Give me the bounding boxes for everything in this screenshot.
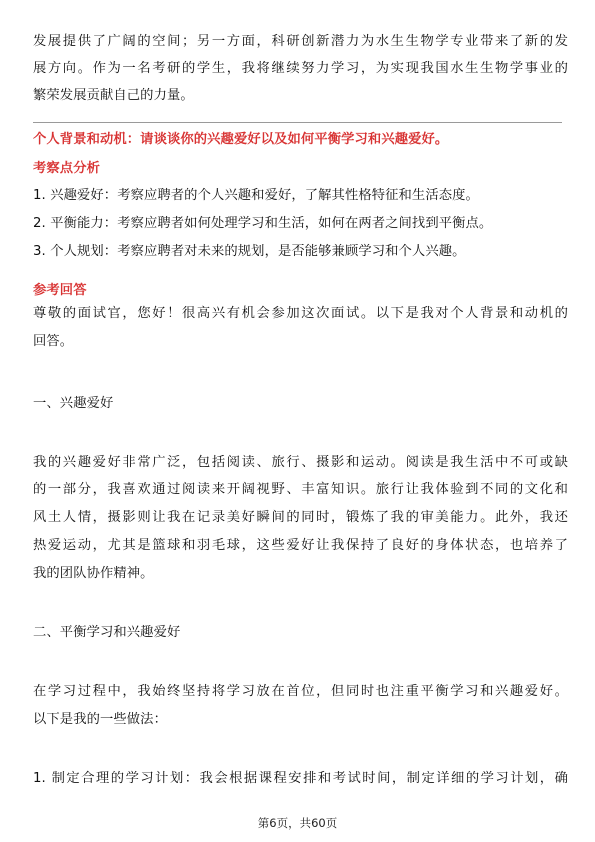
intro-line-2: 展方向。作为一名考研的学生，我将继续努力学习，为实现我国水生生物学事业的 — [33, 61, 568, 76]
answer-intro-line-2: 回答。 — [33, 334, 74, 349]
analysis-point-3: 3. 个人规划：考察应聘者对未来的规划，是否能够兼顾学习和个人兴趣。 — [33, 244, 466, 259]
section2-item-1: 1. 制定合理的学习计划：我会根据课程安排和考试时间，制定详细的学习计划，确 — [33, 771, 568, 786]
answer-heading: 参考回答 — [33, 283, 87, 298]
section1-line-4: 热爱运动，尤其是篮球和羽毛球，这些爱好让我保持了良好的身体状态，也培养了 — [33, 538, 568, 553]
section1-line-1: 我的兴趣爱好非常广泛，包括阅读、旅行、摄影和运动。阅读是我生活中不可或缺 — [33, 455, 568, 470]
section1-line-2: 的一部分，我喜欢通过阅读来开阔视野、丰富知识。旅行让我体验到不同的文化和 — [33, 482, 568, 497]
analysis-point-2: 2. 平衡能力：考察应聘者如何处理学习和生活，如何在两者之间找到平衡点。 — [33, 216, 493, 231]
section2-line-2: 以下是我的一些做法： — [33, 712, 167, 727]
section1-line-5: 我的团队协作精神。 — [33, 566, 154, 581]
section1-line-3: 风土人情，摄影则让我在记录美好瞬间的同时，锻炼了我的审美能力。此外，我还 — [33, 510, 568, 525]
analysis-heading: 考察点分析 — [33, 161, 100, 176]
analysis-point-1: 1. 兴趣爱好：考察应聘者的个人兴趣和爱好，了解其性格特征和生活态度。 — [33, 188, 479, 203]
page-footer: 第6页，共60页 — [257, 816, 338, 830]
question-title: 个人背景和动机：请谈谈你的兴趣爱好以及如何平衡学习和兴趣爱好。 — [33, 132, 449, 147]
answer-intro-line-1: 尊敬的面试官，您好！很高兴有机会参加这次面试。以下是我对个人背景和动机的 — [33, 306, 568, 321]
section1-title: 一、兴趣爱好 — [33, 396, 114, 411]
intro-line-1: 发展提供了广阔的空间；另一方面，科研创新潜力为水生生物学专业带来了新的发 — [33, 34, 568, 49]
intro-line-3: 繁荣发展贡献自己的力量。 — [33, 88, 194, 103]
section2-title: 二、平衡学习和兴趣爱好 — [33, 625, 181, 640]
section2-line-1: 在学习过程中，我始终坚持将学习放在首位，但同时也注重平衡学习和兴趣爱好。 — [33, 684, 568, 699]
section-divider — [33, 122, 562, 123]
